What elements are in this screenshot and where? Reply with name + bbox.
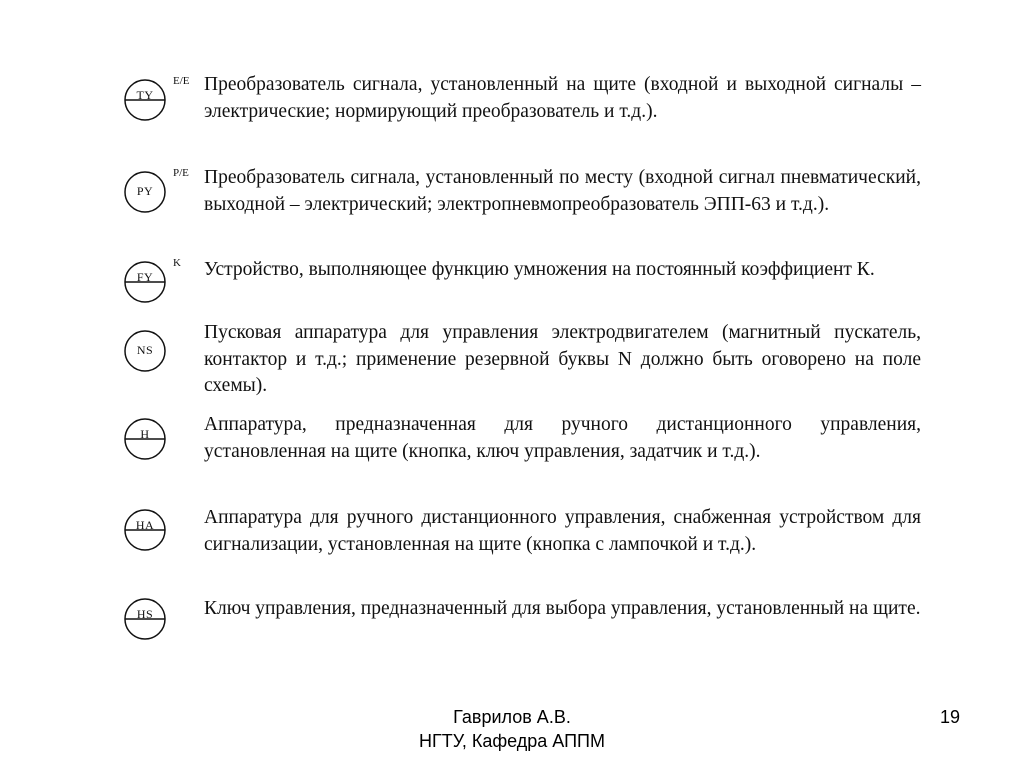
instrument-symbol-icon (124, 167, 204, 251)
page-number: 19 (939, 707, 960, 727)
symbol-code: HA (135, 518, 155, 532)
footer-department: НГТУ, Кафедра АППМ (419, 731, 605, 751)
instrument-symbol-icon (124, 257, 204, 341)
symbol-code: NS (136, 343, 154, 357)
instrument-symbol-icon (124, 418, 204, 498)
entry-description: Аппаратура, предназначенная для ручного дистанционного управления, установленная на щите (кнопка, ключ управления, задатчик и т.д.). (204, 414, 921, 462)
symbol-superscript: P/E (173, 167, 189, 179)
footer-author (0, 705, 1024, 753)
instrument-symbol-icon (124, 509, 204, 589)
symbol-code: HS (136, 607, 154, 621)
entry-description: Ключ управления, предназначенный для выбора управления, установленный на щите. (204, 598, 921, 619)
entry-description: Преобразователь сигнала, установленный по месту (входной сигнал пневматический, выходной – электрический; электропневмопреобразователь ЭПП-63 и т.д.). (204, 167, 921, 215)
entry-description: Пусковая аппаратура для управления электродвигателем (магнитный пускатель, контактор и т.д.; применение резервной буквы N должно быть оговорено на поле схемы). (204, 322, 921, 396)
instrument-symbol-icon (124, 598, 204, 678)
symbol-code: FY (136, 270, 154, 284)
entry-description: Устройство, выполняющее функцию умножения на постоянный коэффициент К. (204, 259, 875, 280)
symbol-superscript: K (173, 257, 181, 269)
symbol-code: TY (136, 88, 154, 102)
symbol-code: H (140, 427, 150, 441)
footer-author-name: Гаврилов А.В. (453, 707, 571, 727)
instrument-symbol-icon (124, 75, 204, 159)
entry-description: Аппаратура для ручного дистанционного управления, снабженная устройством для сигнализации, установленная на щите (кнопка с лампочкой и т.д.). (204, 507, 921, 555)
symbol-superscript: E/E (173, 75, 190, 87)
entry-description: Преобразователь сигнала, установленный на щите (входной и выходной сигналы – электрические; нормирующий преобразователь и т.д.). (204, 74, 921, 122)
symbol-code: PY (136, 184, 154, 198)
instrument-symbol-icon (124, 330, 204, 410)
